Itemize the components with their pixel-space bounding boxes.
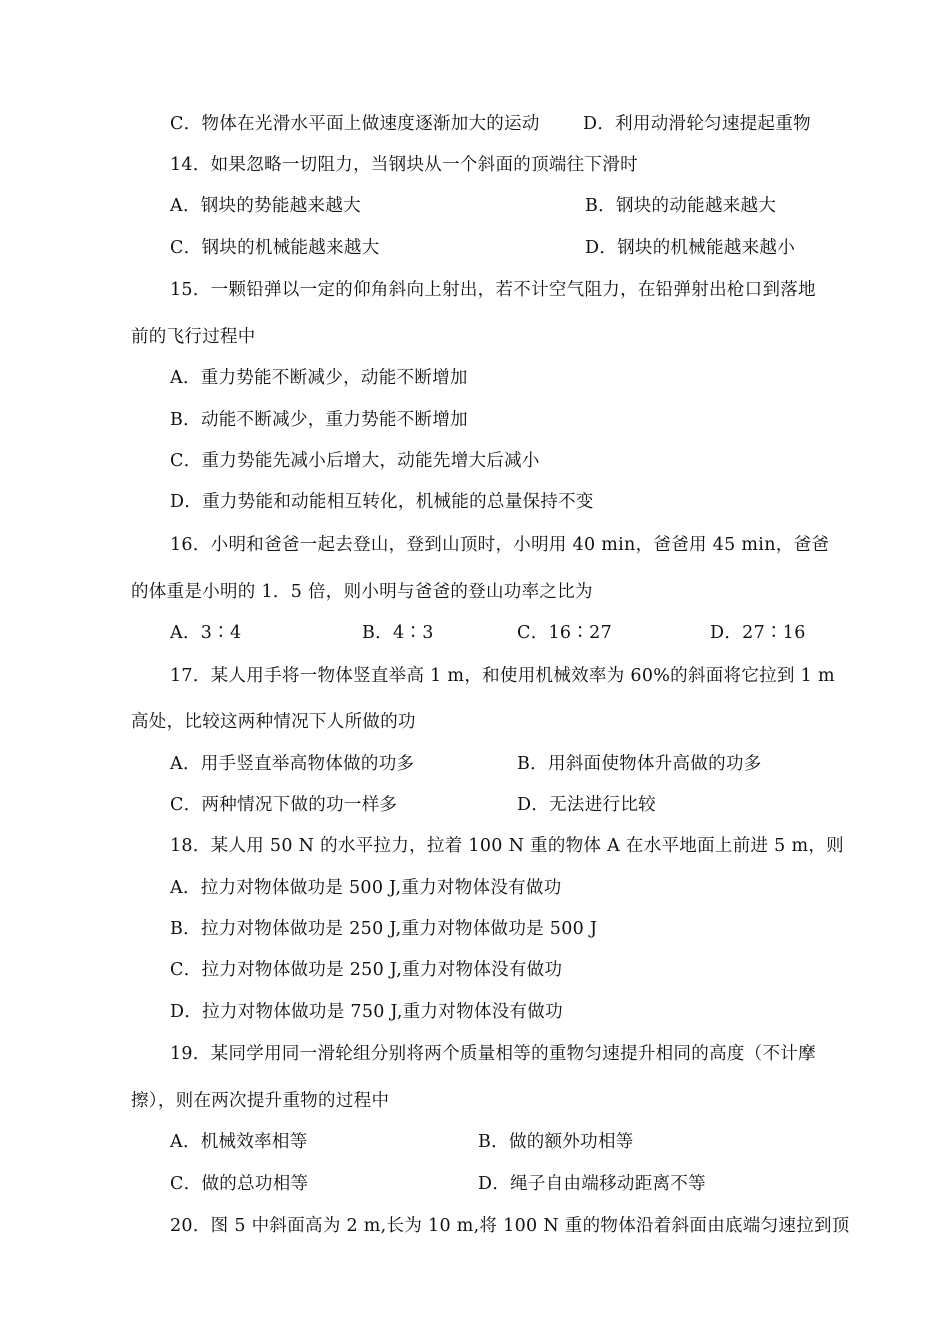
q14-option-b: B．钢块的动能越来越大	[585, 196, 777, 216]
q19-option-a: A．机械效率相等	[170, 1132, 308, 1152]
q17-stem-line1: 17．某人用手将一物体竖直举高 1 m，和使用机械效率为 60%的斜面将它拉到 1 m	[170, 666, 835, 686]
q16-option-a: A．3∶4	[170, 623, 242, 643]
q19-option-c: C．做的总功相等	[170, 1174, 309, 1194]
q18-option-b: B．拉力对物体做功是 250 J,重力对物体做功是 500 J	[170, 919, 598, 939]
q19-option-b: B．做的额外功相等	[478, 1132, 634, 1152]
q13-option-d: D．利用动滑轮匀速提起重物	[583, 114, 811, 134]
q15-stem-line2: 前的飞行过程中	[131, 327, 256, 347]
q17-stem-line2: 高处，比较这两种情况下人所做的功	[131, 712, 416, 732]
q18-option-c: C．拉力对物体做功是 250 J,重力对物体没有做功	[170, 960, 563, 980]
q15-option-d: D．重力势能和动能相互转化，机械能的总量保持不变	[170, 492, 594, 512]
q19-option-d: D．绳子自由端移动距离不等	[478, 1174, 706, 1194]
q14-option-a: A．钢块的势能越来越大	[170, 196, 361, 216]
q18-stem: 18．某人用 50 N 的水平拉力，拉着 100 N 重的物体 A 在水平地面上前进 5 m，则	[170, 836, 844, 856]
q14-option-c: C．钢块的机械能越来越大	[170, 238, 380, 258]
q15-option-a: A．重力势能不断减少，动能不断增加	[170, 368, 468, 388]
q18-option-d: D．拉力对物体做功是 750 J,重力对物体没有做功	[170, 1002, 563, 1022]
q17-option-c: C．两种情况下做的功一样多	[170, 795, 398, 815]
q17-option-d: D．无法进行比较	[517, 795, 656, 815]
q16-option-c: C．16∶27	[517, 623, 613, 643]
q15-option-b: B．动能不断减少，重力势能不断增加	[170, 410, 468, 430]
q17-option-a: A．用手竖直举高物体做的功多	[170, 754, 415, 774]
q20-stem: 20．图 5 中斜面高为 2 m,长为 10 m,将 100 N 重的物体沿着斜面由底端匀速拉到顶	[170, 1216, 850, 1236]
q16-stem-line2: 的体重是小明的 1．5 倍，则小明与爸爸的登山功率之比为	[131, 582, 593, 602]
q19-stem-line1: 19．某同学用同一滑轮组分别将两个质量相等的重物匀速提升相同的高度（不计摩	[170, 1044, 816, 1064]
q18-option-a: A．拉力对物体做功是 500 J,重力对物体没有做功	[170, 878, 562, 898]
q16-option-d: D．27∶16	[710, 623, 806, 643]
q16-stem-line1: 16．小明和爸爸一起去登山，登到山顶时，小明用 40 min，爸爸用 45 min，爸爸	[170, 535, 830, 555]
q14-option-d: D．钢块的机械能越来越小	[585, 238, 796, 258]
q17-option-b: B．用斜面使物体升高做的功多	[517, 754, 762, 774]
q13-option-c: C．物体在光滑水平面上做速度逐渐加大的运动	[170, 114, 540, 134]
q15-stem-line1: 15．一颗铅弹以一定的仰角斜向上射出，若不计空气阻力，在铅弹射出枪口到落地	[170, 280, 816, 300]
q15-option-c: C．重力势能先减小后增大，动能先增大后减小	[170, 451, 540, 471]
q16-option-b: B．4∶3	[362, 623, 434, 643]
q19-stem-line2: 擦），则在两次提升重物的过程中	[131, 1091, 390, 1111]
q14-stem: 14．如果忽略一切阻力，当钢块从一个斜面的顶端往下滑时	[170, 155, 638, 175]
